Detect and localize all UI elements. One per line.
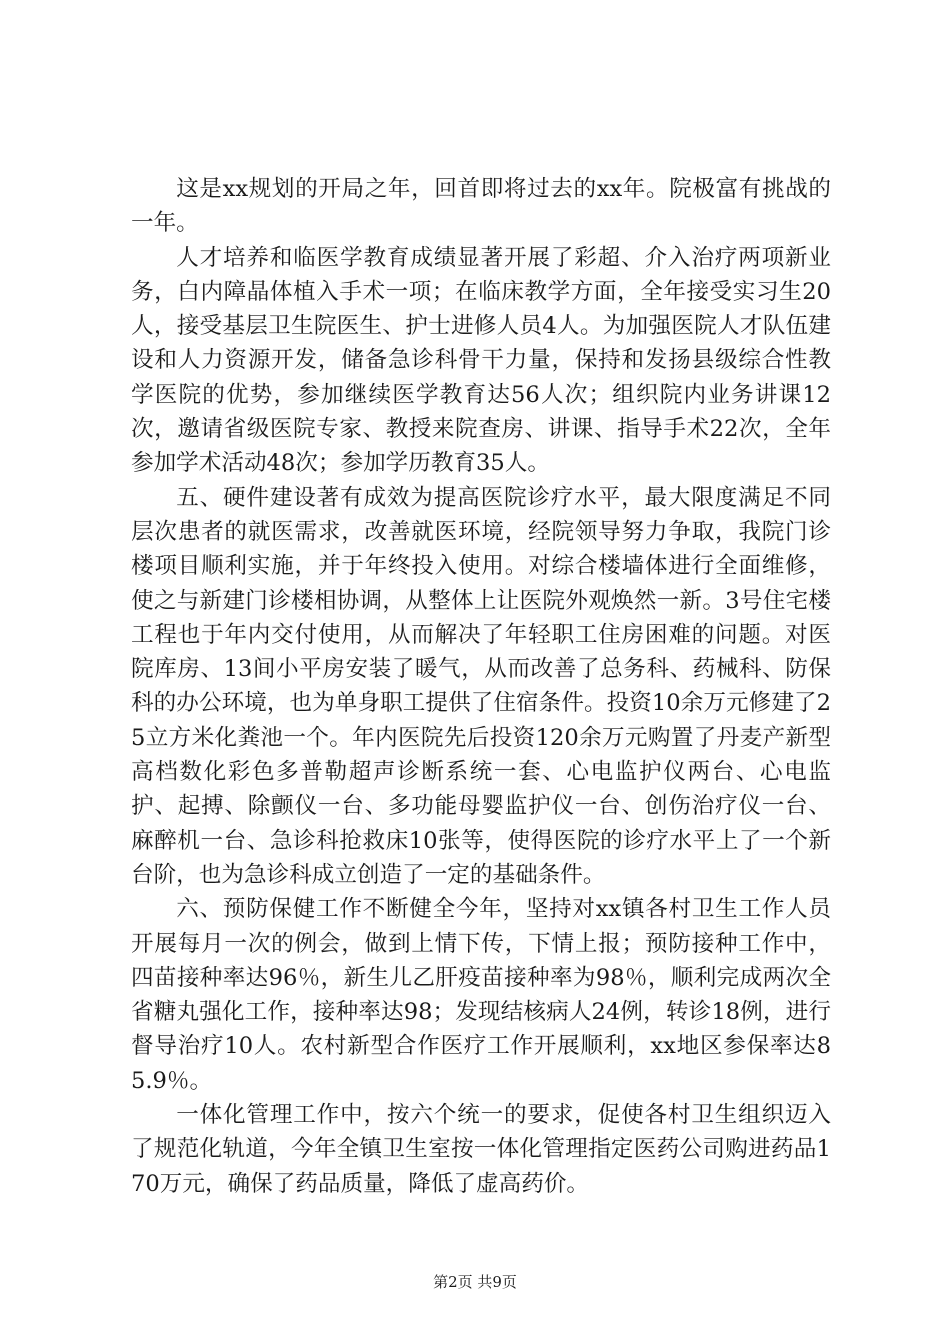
paragraph-hardware: 五、硬件建设著有成效为提高医院诊疗水平，最大限度满足不同层次患者的就医需求，改善就医环境，经院领导努力争取，我院门诊楼项目顺利实施，并于年终投入使用。对综合楼墙体进行全面维修，使之与新建门诊楼相协调，从整体上让医院外观焕然一新。3号住宅楼工程也于年内交付使用，从而解决了年轻职工住房困难的问题。对医院库房、13间小平房安装了暖气，从而改善了总务科、药械科、防保科的办公环境，也为单身职工提供了住宿条件。投资10余万元修建了25立方米化粪池一个。年内医院先后投资120余万元购置了丹麦产新型高档数化彩色多普勒超声诊断系统一套、心电监护仪两台、心电监护、起搏、除颤仪一台、多功能母婴监护仪一台、创伤治疗仪一台、麻醉机一台、急诊科抢救床10张等，使得医院的诊疗水平上了一个新台阶，也为急诊科成立创造了一定的基础条件。 — [131, 484, 831, 888]
paragraph-prevention: 六、预防保健工作不断健全今年，坚持对xx镇各村卫生工作人员开展每月一次的例会，做到上情下传，下情上报；预防接种工作中，四苗接种率达96％，新生儿乙肝疫苗接种率为98％，顺利完成两次全省糖丸强化工作，接种率达98；发现结核病人24例，转诊18例，进行督导治疗10人。农村新型合作医疗工作开展顺利，xx地区参保率达85.9％。 — [131, 896, 831, 1094]
paragraph-intro: 这是xx规划的开局之年，回首即将过去的xx年。院极富有挑战的一年。 — [131, 176, 831, 237]
page-number: 第2页 共9页 — [433, 1273, 517, 1291]
paragraph-integration: 一体化管理工作中，按六个统一的要求，促使各村卫生组织迈入了规范化轨道，今年全镇卫生室按一体化管理指定医药公司购进药品170万元，确保了药品质量，降低了虚高药价。 — [131, 1102, 831, 1197]
page-footer — [0, 1272, 950, 1292]
document-body — [131, 172, 831, 1201]
paragraph-talent-training: 人才培养和临医学教育成绩显著开展了彩超、介入治疗两项新业务，白内障晶体植入手术一项；在临床教学方面，全年接受实习生20人，接受基层卫生院医生、护士进修人员4人。为加强医院人才队伍建设和人力资源开发，储备急诊科骨干力量，保持和发扬县级综合性教学医院的优势，参加继续医学教育达56人次；组织院内业务讲课12次，邀请省级医院专家、教授来院查房、讲课、指导手术22次，全年参加学术活动48次；参加学历教育35人。 — [131, 244, 831, 477]
